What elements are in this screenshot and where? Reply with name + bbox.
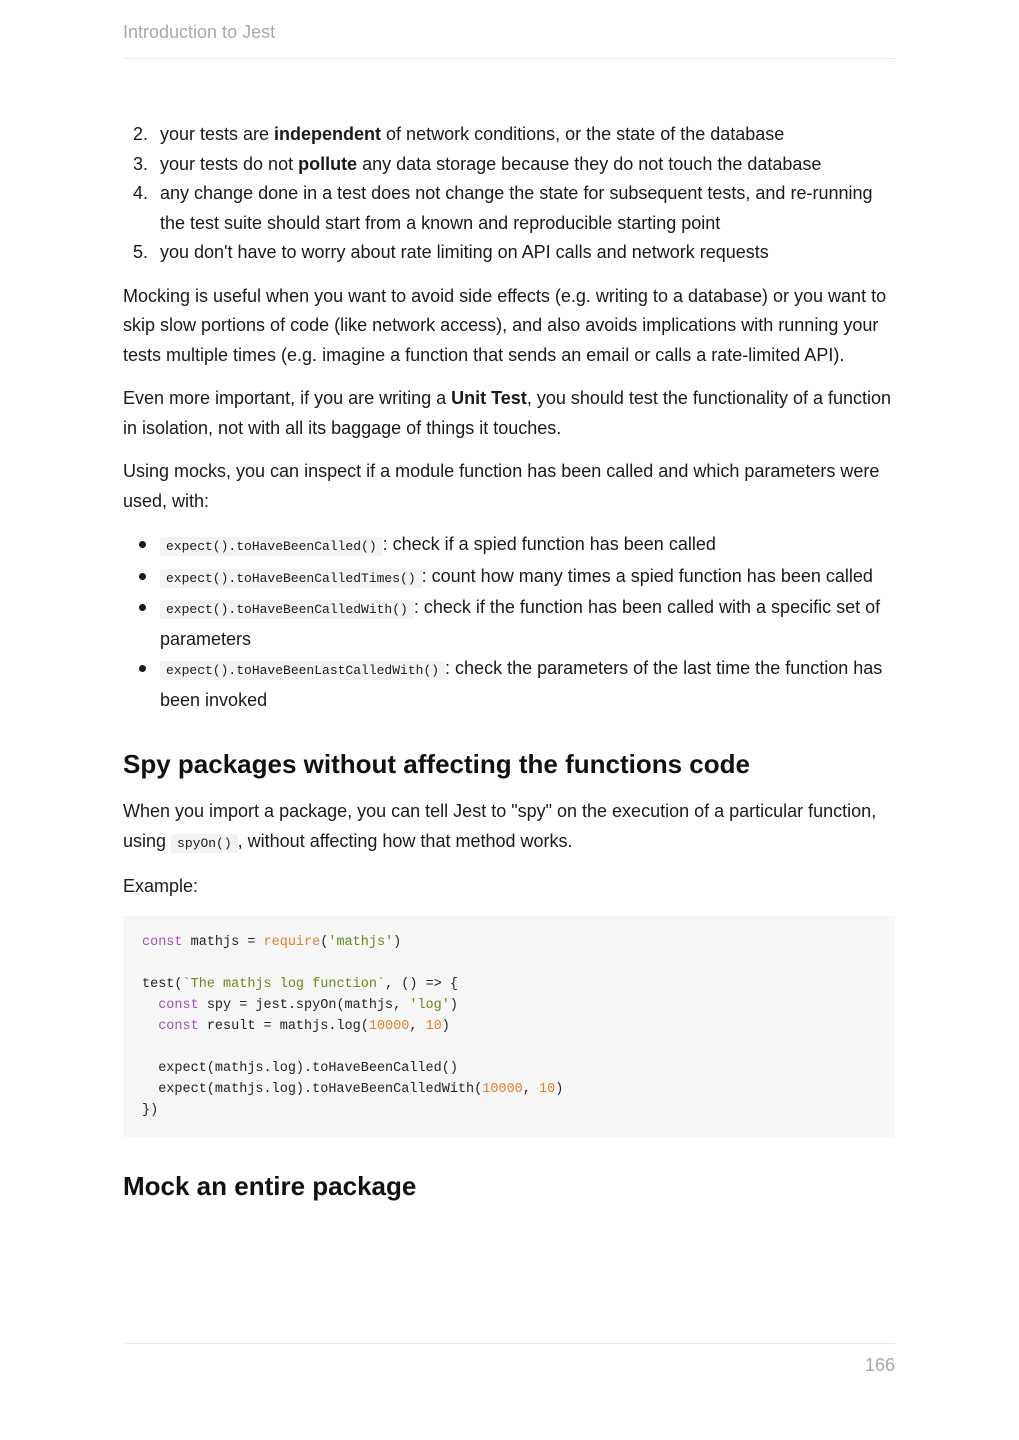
list-text: any change done in a test does not change the state for subsequent tests, and re-running the test suite should start from a known and reproducible starting point: [160, 183, 873, 233]
list-item: [123, 150, 895, 180]
list-item: [123, 562, 895, 594]
code-line: [142, 1016, 876, 1037]
code-line: [142, 1037, 876, 1058]
list-item: [123, 120, 895, 150]
list-text: your tests are: [160, 124, 275, 144]
paragraph-text: When you import a package, you can tell Jest to "spy" on the execution of a particular function, using: [123, 801, 877, 851]
code-token: const: [158, 997, 199, 1013]
list-item: [123, 593, 895, 654]
code-line: [142, 1079, 876, 1100]
code-token: }): [142, 1102, 159, 1118]
header-divider: [123, 58, 895, 59]
list-item: [123, 530, 895, 562]
code-token: [142, 1019, 158, 1034]
list-number: 3.: [133, 153, 149, 174]
section-heading-mock: Mock an entire package: [123, 1170, 417, 1201]
code-token: ,: [409, 1018, 426, 1034]
code-token: expect(mathjs.log).toHaveBeenCalled(): [142, 1060, 458, 1076]
code-line: [142, 995, 876, 1016]
list-number: 5.: [133, 242, 149, 262]
list-text: your tests do not: [160, 153, 299, 174]
list-text: of network conditions, or the state of the database: [381, 124, 785, 144]
code-line: [142, 1058, 876, 1079]
code-block: [123, 916, 895, 1137]
code-line: [142, 932, 876, 953]
list-emphasis: pollute: [298, 153, 358, 174]
code-token: 10000: [368, 1018, 410, 1034]
list-text: any data storage because they do not touch the database: [357, 153, 822, 174]
code-token: 10000: [482, 1081, 523, 1097]
page-content: [123, 120, 895, 1203]
section-heading-spy: Spy packages without affecting the functions code: [123, 749, 750, 779]
list-text: : check the parameters of the last time the function has been invoked: [160, 658, 883, 710]
matchers-list: [123, 530, 895, 715]
code-token: expect(mathjs.log).toHaveBeenCalledWith(: [142, 1081, 483, 1097]
reasons-list: [123, 120, 895, 268]
bullet-icon: [139, 573, 146, 580]
code-token: [142, 998, 158, 1013]
inline-code: expect().toHaveBeenLastCalledWith(): [160, 661, 445, 680]
code-token: , () => {: [385, 976, 458, 992]
list-text: you don't have to worry about rate limiting on API calls and network requests: [160, 242, 769, 262]
list-text: : check if the function has been called with a specific set of parameters: [160, 597, 881, 649]
inline-code: expect().toHaveBeenCalledWith(): [160, 600, 414, 619]
list-text: : count how many times a spied function has been called: [421, 565, 873, 586]
code-token: 10: [538, 1081, 556, 1097]
code-token: ): [555, 1081, 564, 1097]
paragraph-text: , you should test the functionality of a function in isolation, not with all its baggage of things it touches.: [123, 388, 892, 438]
bullet-icon: [139, 541, 146, 548]
code-token: ): [449, 997, 458, 1013]
example-label: Example:: [123, 876, 199, 896]
list-item: [123, 654, 895, 715]
list-item: [123, 238, 895, 268]
bullet-icon: [139, 665, 146, 672]
code-token: (: [320, 934, 329, 950]
code-token: spy = jest.spyOn(mathjs,: [198, 997, 410, 1013]
code-line: [142, 1100, 876, 1121]
code-token: 'log': [409, 997, 450, 1013]
code-line: [142, 953, 876, 974]
inline-code: expect().toHaveBeenCalled(): [160, 537, 383, 556]
paragraph-mocking: Mocking is useful when you want to avoid side effects (e.g. writing to a database) or you want to skip slow portions of code (like network access), and also avoids implications with running your tests multiple times (e.g. imagine a function that sends an email or calls a rate-limited API).: [123, 285, 887, 365]
code-token: 'mathjs': [328, 934, 394, 950]
code-line: [142, 974, 876, 995]
code-token: ,: [522, 1081, 539, 1097]
code-token: ): [441, 1018, 450, 1034]
code-token: 10: [425, 1018, 442, 1034]
list-text: : check if a spied function has been called: [382, 534, 716, 554]
inline-code: spyOn(): [171, 834, 238, 853]
footer-divider: [123, 1343, 895, 1344]
bullet-icon: [139, 604, 146, 611]
code-token: const: [142, 934, 183, 950]
code-token: require: [263, 934, 321, 950]
paragraph-spy: [123, 797, 895, 858]
code-token: const: [158, 1018, 199, 1034]
list-item: [123, 179, 895, 238]
code-token: ): [393, 934, 402, 950]
inline-code: expect().toHaveBeenCalledTimes(): [160, 569, 422, 588]
code-token: `The mathjs log function`: [182, 976, 386, 992]
list-number: 4.: [133, 183, 149, 203]
paragraph-emphasis: Unit Test: [451, 388, 527, 408]
paragraph-text: Even more important, if you are writing a: [123, 388, 452, 408]
paragraph-using-mocks: Using mocks, you can inspect if a module function has been called and which parameters were used, with:: [123, 461, 880, 511]
list-emphasis: independent: [274, 124, 382, 144]
list-number: 2.: [133, 124, 149, 144]
code-token: mathjs =: [182, 934, 264, 950]
code-token: result = mathjs.log(: [198, 1018, 369, 1034]
running-header: Introduction to Jest: [123, 22, 276, 42]
paragraph-unit-test: [123, 384, 895, 443]
paragraph-text: , without affecting how that method works.: [237, 830, 573, 851]
page-number: 166: [864, 1355, 895, 1375]
code-token: test(: [142, 976, 183, 992]
